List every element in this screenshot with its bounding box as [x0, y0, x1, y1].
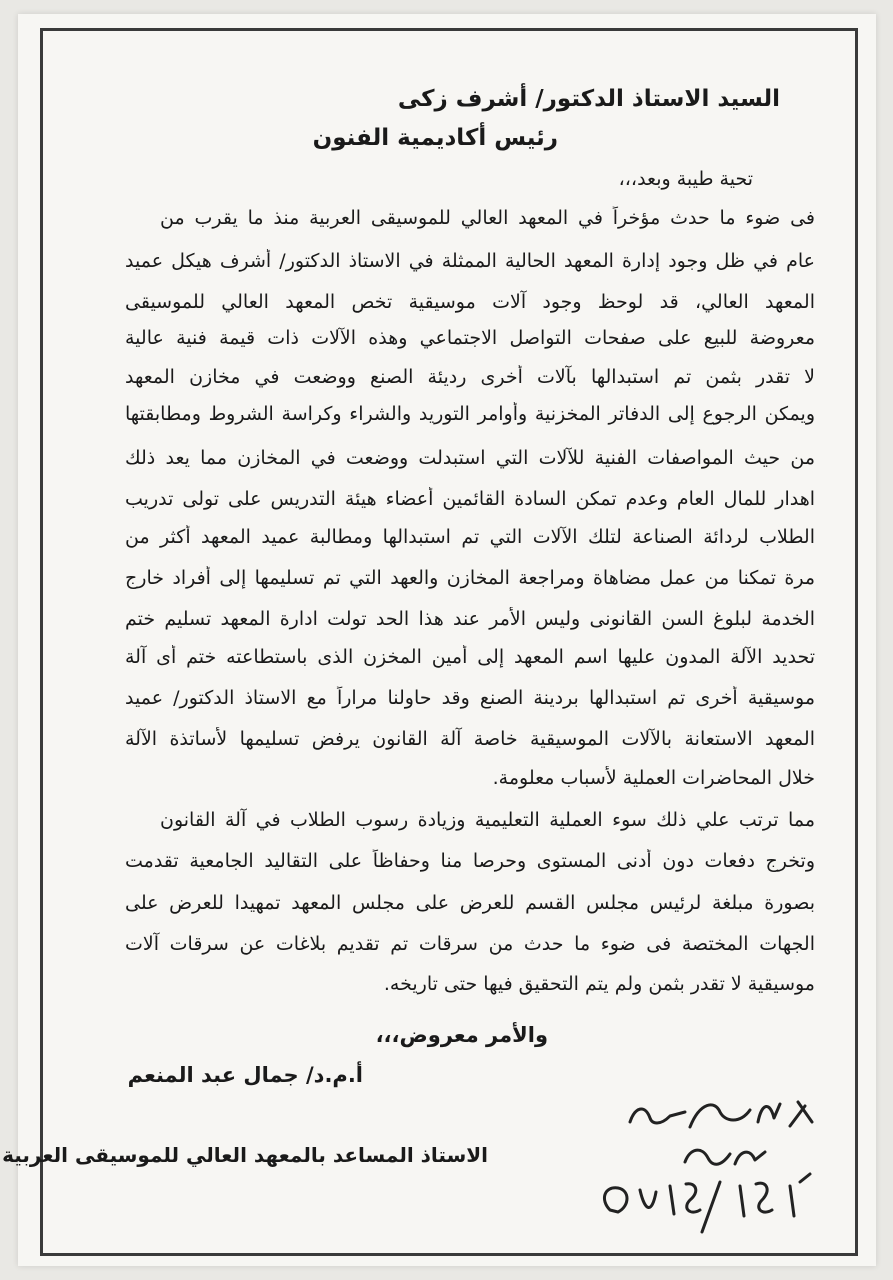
body-line: خلال المحاضرات العملية لأسباب معلومة. [492, 767, 815, 789]
signatory-title: الاستاذ المساعد بالمعهد العالي للموسيقى العربية [2, 1143, 488, 1167]
body-line: فى ضوء ما حدث مؤخراً في المعهد العالي للموسيقى العربية منذ ما يقرب من [160, 207, 815, 229]
body-line: تحديد الآلة المدون عليها اسم المعهد إلى أمين المخزن الذى باستطاعته ختم أى آلة [125, 646, 815, 668]
addressee-position: رئيس أكاديمية الفنون [312, 125, 558, 151]
body-line: موسيقية لا تقدر بثمن ولم يتم التحقيق فيها حتى تاريخه. [383, 973, 815, 995]
body-line: بصورة مبلغة لرئيس مجلس القسم للعرض على مجلس المعهد تمهيدا للعرض على [125, 892, 815, 914]
body-line: الخدمة لبلوغ السن القانونى وليس الأمر عند هذا الحد تولت ادارة المعهد تسليم ختم [125, 608, 815, 630]
body-line: مرة تمكنا من عمل مضاهاة ومراجعة المخازن والعهد التي تم تسليمها إلى أفراد خارج [125, 567, 815, 589]
signatory-name: أ.م.د/ جمال عبد المنعم [127, 1063, 363, 1087]
body-line: لا تقدر بثمن تم استبدالها بآلات أخرى رديئة الصنع ووضعت في مخازن المعهد [125, 366, 815, 388]
body-line: من حيث المواصفات الفنية للآلات التي استبدلت ووضعت في المخازن مما يعد ذلك [125, 447, 815, 469]
handwritten-note [590, 1082, 830, 1242]
body-line: موسيقية أخرى تم استبدالها بردينة الصنع وقد حاولنا مراراً مع الاستاذ الدكتور/ عميد [125, 687, 815, 709]
body-line: معروضة للبيع على صفحات التواصل الاجتماعي وهذه الآلات ذات قيمة فنية عالية [125, 327, 815, 349]
greeting: تحية طيبة وبعد،،، [618, 168, 753, 190]
closing-line: والأمر معروض،،، [375, 1023, 548, 1047]
body-line: اهدار للمال العام وعدم تمكن السادة القائمين أعضاء هيئة التدريس على تولى تدريب [125, 488, 815, 510]
body-line: مما ترتب علي ذلك سوء العملية التعليمية وزيادة رسوب الطلاب في آلة القانون [160, 809, 815, 831]
body-line: عام في ظل وجود إدارة المعهد الحالية الممثلة في الاستاذ الدكتور/ أشرف هيكل عميد [125, 250, 815, 272]
body-line: وتخرج دفعات دون أدنى المستوى وحرصا منا وحفاظاً على التقاليد الجامعية تقدمت [125, 850, 815, 872]
body-line: المعهد العالي، قد لوحظ وجود آلات موسيقية تخص المعهد العالي للموسيقى [125, 291, 815, 313]
addressee-title: السيد الاستاذ الدكتور/ أشرف زكى [397, 86, 780, 112]
body-line: الطلاب لردائة الصناعة لتلك الآلات التي تم استبدالها ومطالبة عميد المعهد أكثر من [125, 526, 815, 548]
body-line: ويمكن الرجوع إلى الدفاتر المخزنية وأوامر التوريد والشراء وكراسة الشروط ومطابقتها [125, 403, 815, 425]
body-line: المعهد الاستعانة بالآلات الموسيقية خاصة آلة القانون يرفض تسليمها لأساتذة الآلة [125, 728, 815, 750]
body-line: الجهات المختصة فى ضوء ما حدث من سرقات تم تقديم بلاغات عن سرقات آلات [125, 933, 815, 955]
